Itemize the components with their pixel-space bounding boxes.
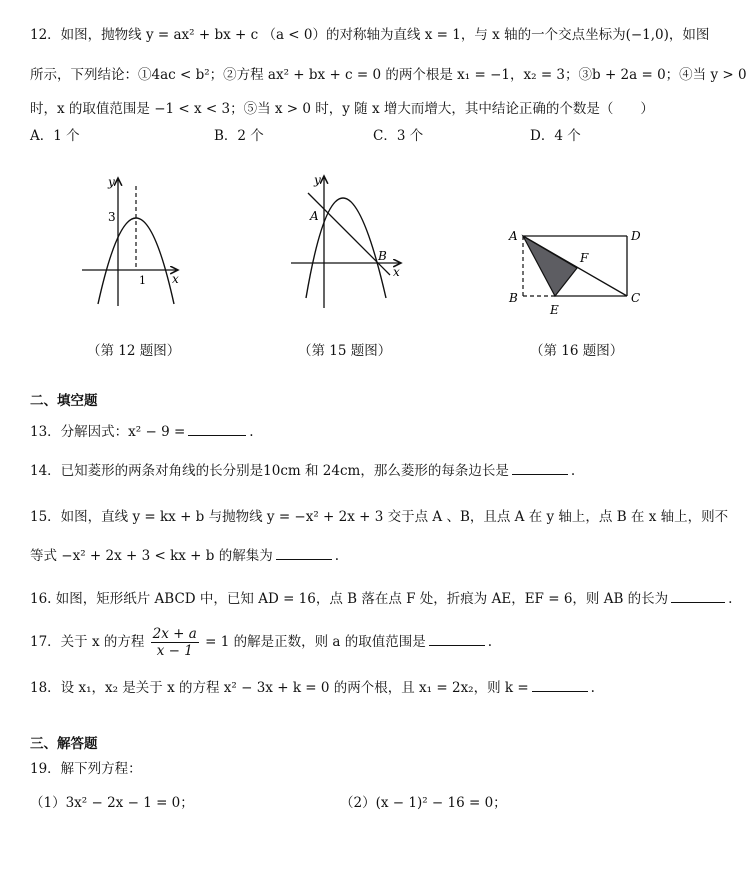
point-b-label: B	[378, 249, 387, 263]
q13: 13．分解因式：x² − 9 = .	[30, 421, 254, 441]
q17: 17．关于 x 的方程 $\frac{2x + a}{x - 1}$ = 1 的解是正数，则 a 的取值范围是 .	[30, 626, 493, 659]
q16-answer-blank[interactable]	[671, 588, 725, 603]
q12-option-c: C．3 个	[373, 128, 424, 144]
caption-fig16: （第 16 题图）	[530, 343, 624, 359]
section-heading-fill-in: 二、填空题	[30, 393, 98, 409]
x-label: x	[393, 265, 400, 279]
q13-answer-blank[interactable]	[188, 421, 246, 436]
q12-option-a: A．1 个	[30, 128, 80, 144]
q12-line3: 时，x 的取值范围是 −1 < x < 3；⑤当 x > 0 时，y 随 x 增大而增大，其中结论正确的个数是（ ）	[30, 101, 654, 117]
q15-answer-blank[interactable]	[276, 545, 332, 560]
q15-line2: 等式 −x² + 2x + 3 < kx + b 的解集为 .	[30, 545, 339, 565]
figure-15	[286, 168, 411, 313]
point-b-label: B	[509, 291, 518, 305]
q17-answer-blank[interactable]	[429, 631, 485, 646]
q18: 18．设 x₁，x₂ 是关于 x 的方程 x² − 3x + k = 0 的两个根，且 x₁ = 2x₂，则 k = .	[30, 677, 595, 697]
point-a-label: A	[509, 229, 518, 243]
q18-answer-blank[interactable]	[532, 677, 588, 692]
q15-line1: 15．如图，直线 y = kx + b 与抛物线 y = −x² + 2x + 3 交于点 A 、B，且点 A 在 y 轴上，点 B 在 x 轴上，则不	[30, 509, 729, 525]
q13-text: 13．分解因式：x² − 9 =	[30, 424, 186, 440]
q12-line2: 所示，下列结论：①4ac < b²；②方程 ax² + bx + c = 0 的两个根是 x₁ = −1，x₂ = 3；③b + 2a = 0；④当 y > 0	[30, 67, 747, 83]
section-heading-solve: 三、解答题	[30, 736, 98, 752]
q17-fraction: $\frac{2x + a}{x - 1}$	[152, 626, 197, 659]
q16-text: 16. 如图，矩形纸片 ABCD 中，已知 AD = 16，点 B 落在点 F 处，折痕为 AE，EF = 6，则 AB 的长为	[30, 591, 669, 607]
q17-text-post: = 1 的解是正数，则 a 的取值范围是	[205, 634, 426, 650]
point-a-label: A	[310, 209, 319, 223]
point-f-label: F	[580, 251, 589, 265]
y-label: y	[314, 173, 321, 187]
label-three: 3	[108, 210, 116, 224]
point-e-label: E	[550, 303, 559, 317]
q14-answer-blank[interactable]	[512, 460, 568, 475]
q18-text: 18．设 x₁，x₂ 是关于 x 的方程 x² − 3x + k = 0 的两个根，且 x₁ = 2x₂，则 k =	[30, 680, 529, 696]
q12-line1: 12．如图，抛物线 y = ax² + bx + c （a < 0）的对称轴为直线 x = 1，与 x 轴的一个交点坐标为(−1,0)，如图	[30, 27, 710, 43]
q19-part2: （2）(x − 1)² − 16 = 0；	[340, 795, 507, 811]
q14-text: 14．已知菱形的两条对角线的长分别是10cm 和 24cm，那么菱形的每条边长是	[30, 463, 509, 479]
point-d-label: D	[631, 229, 641, 243]
point-c-label: C	[631, 291, 641, 305]
caption-fig15: （第 15 题图）	[298, 343, 392, 359]
q17-text-pre: 17．关于 x 的方程	[30, 634, 145, 650]
q19-part1: （1）3x² − 2x − 1 = 0；	[30, 795, 194, 811]
q12-option-b: B．2 个	[214, 128, 264, 144]
q15-text: 等式 −x² + 2x + 3 < kx + b 的解集为	[30, 548, 273, 564]
figure-12	[78, 168, 188, 313]
q14: 14．已知菱形的两条对角线的长分别是10cm 和 24cm，那么菱形的每条边长是 .	[30, 460, 575, 480]
q16: 16. 如图，矩形纸片 ABCD 中，已知 AD = 16，点 B 落在点 F 处，折痕为 AE，EF = 6，则 AB 的长为 .	[30, 588, 732, 608]
y-label: y	[108, 175, 115, 189]
caption-fig12: （第 12 题图）	[87, 343, 181, 359]
folded-triangle	[523, 236, 577, 296]
q19-title: 19．解下列方程：	[30, 761, 142, 777]
q12-option-d: D．4 个	[530, 128, 581, 144]
label-one: 1	[139, 274, 146, 287]
x-label: x	[172, 272, 179, 286]
figure-16	[503, 222, 653, 317]
